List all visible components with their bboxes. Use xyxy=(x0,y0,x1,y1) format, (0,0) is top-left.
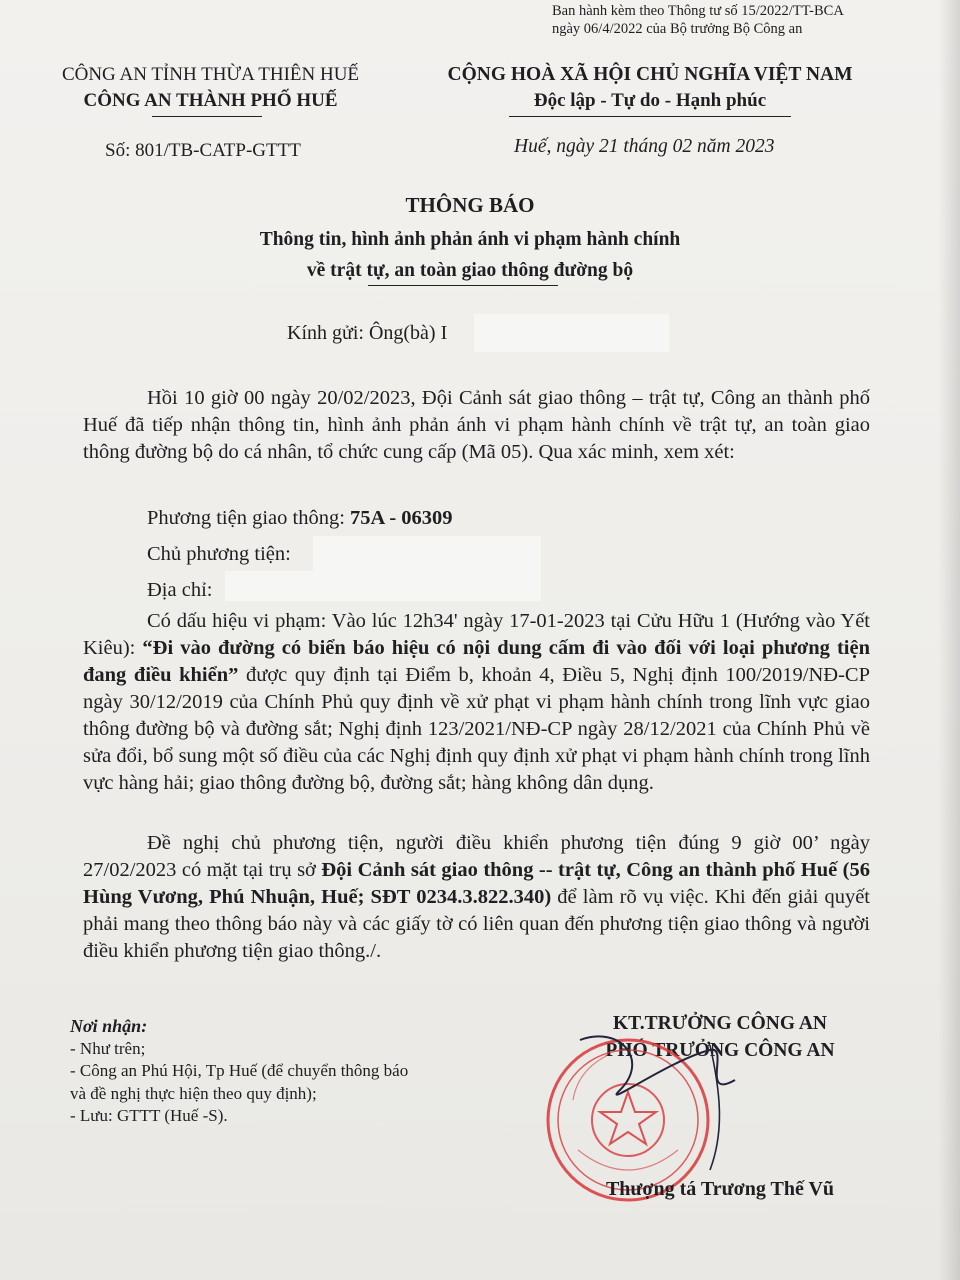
national-motto: Độc lập - Tự do - Hạnh phúc xyxy=(533,90,767,111)
paper-edge-shadow xyxy=(938,0,960,1280)
vehicle-label: Phương tiện giao thông: xyxy=(147,507,351,529)
violation-quote: “Đi vào đường có biển báo hiệu có nội dung cấm đi vào đối với loại phương tiện đang điều khiển” xyxy=(83,637,870,686)
recipients-heading: Nơi nhận: xyxy=(70,1016,148,1036)
legal-basis-note: Ban hành kèm theo Thông tư số 15/2022/TT-BCA ngày 06/4/2022 của Bộ trưởng Bộ Công an xyxy=(552,3,844,37)
recipient-item: - Như trên; xyxy=(70,1038,146,1058)
signature-title-2: PHÓ TRƯỞNG CÔNG AN xyxy=(605,1040,835,1061)
agency-underline xyxy=(152,116,262,117)
agency-parent: CÔNG AN TỈNH THỪA THIÊN HUẾ xyxy=(61,64,360,85)
issuing-agency-header xyxy=(18,62,403,114)
vehicle-plate: 75A - 06309 xyxy=(350,507,453,529)
signature-title-1: KT.TRƯỞNG CÔNG AN xyxy=(613,1013,827,1034)
handwritten-signature xyxy=(560,1020,860,1190)
request-paragraph: Đề nghị chủ phương tiện, người điều khiển phương tiện đúng 9 giờ 00’ ngày 27/02/2023 có mặt tại trụ sở Đội Cảnh sát giao thông -- trật tự, Công an thành phố Huế (56 Hùng Vương, Phú Nhuận, Huế; SĐT 0234.3.822.340) để làm rõ vụ việc. Khi đến giải quyết phải mang theo thông báo này và các giấy tờ có liên quan đến phương tiện giao thông và người điều khiển phương tiện giao thông./. xyxy=(83,832,871,962)
recipient-item-cont: và đề nghị thực hiện theo quy định); xyxy=(70,1083,317,1103)
recipients-list xyxy=(70,1015,510,1128)
recipient-item: - Lưu: GTTT (Huế -S). xyxy=(70,1106,228,1125)
police-office-address: Đội Cảnh sát giao thông -- trật tự, Công an thành phố Huế (56 Hùng Vương, Phú Nhuận, Huế; SĐT 0234.3.822.340) xyxy=(83,859,871,908)
agency-name: CÔNG AN THÀNH PHỐ HUẾ xyxy=(83,90,338,111)
violation-paragraph: Có dấu hiệu vi phạm: Vào lúc 12h34' ngày 17-01-2023 tại Cửu Hữu 1 (Hướng vào Yết Kiêu): “Đi vào đường có biển báo hiệu có nội dung cấm đi vào đối với loại phương tiện đang điều khiển” được quy định tại Điểm b, khoản 4, Điều 5, Nghị định 100/2019/NĐ-CP ngày 30/12/2019 của Chính Phủ quy định về xử phạt vi phạm hành chính trong lĩnh vực giao thông đường bộ và đường sắt; Nghị định 123/2021/NĐ-CP ngày 28/12/2021 của Chính Phủ về sửa đổi, bổ sung một số điều của các Nghị định quy định xử phạt vi phạm hành chính trong lĩnh vực hàng hải; giao thông đường bộ, đường sắt; hàng không dân dụng. xyxy=(83,610,870,794)
vehicle-line xyxy=(147,505,453,532)
national-header xyxy=(400,62,900,114)
motto-underline xyxy=(509,116,791,117)
redacted-recipient-name xyxy=(474,314,669,352)
recipient-line: Kính gửi: Ông(bà) I xyxy=(287,322,448,344)
signer-name: Thượng tá Trương Thế Vũ xyxy=(605,1178,835,1200)
document-title: THÔNG BÁO xyxy=(405,193,535,217)
document-number: Số: 801/TB-CATP-GTTT xyxy=(105,140,301,161)
redacted-owner xyxy=(313,536,541,572)
owner-label: Chủ phương tiện: xyxy=(147,543,291,565)
intro-paragraph: Hồi 10 giờ 00 ngày 20/02/2023, Đội Cảnh sát giao thông – trật tự, Công an thành phố Huế đã tiếp nhận thông tin, hình ảnh phản ánh vi phạm hành chính về trật tự, an toàn giao thông đường bộ do cá nhân, tổ chức cung cấp (Mã 05). Qua xác minh, xem xét: xyxy=(83,387,870,463)
subtitle-underline xyxy=(368,285,558,286)
address-label: Địa chỉ: xyxy=(147,579,213,601)
redacted-address xyxy=(225,571,541,601)
recipient-item: - Công an Phú Hội, Tp Huế (để chuyển thông báo xyxy=(70,1061,409,1080)
place-and-date: Huế, ngày 21 tháng 02 năm 2023 xyxy=(514,136,775,157)
document-subtitle: Thông tin, hình ảnh phản ánh vi phạm hành chính về trật tự, an toàn giao thông đường bộ xyxy=(259,229,681,281)
country-name: CỘNG HOÀ XÃ HỘI CHỦ NGHĨA VIỆT NAM xyxy=(447,64,853,85)
